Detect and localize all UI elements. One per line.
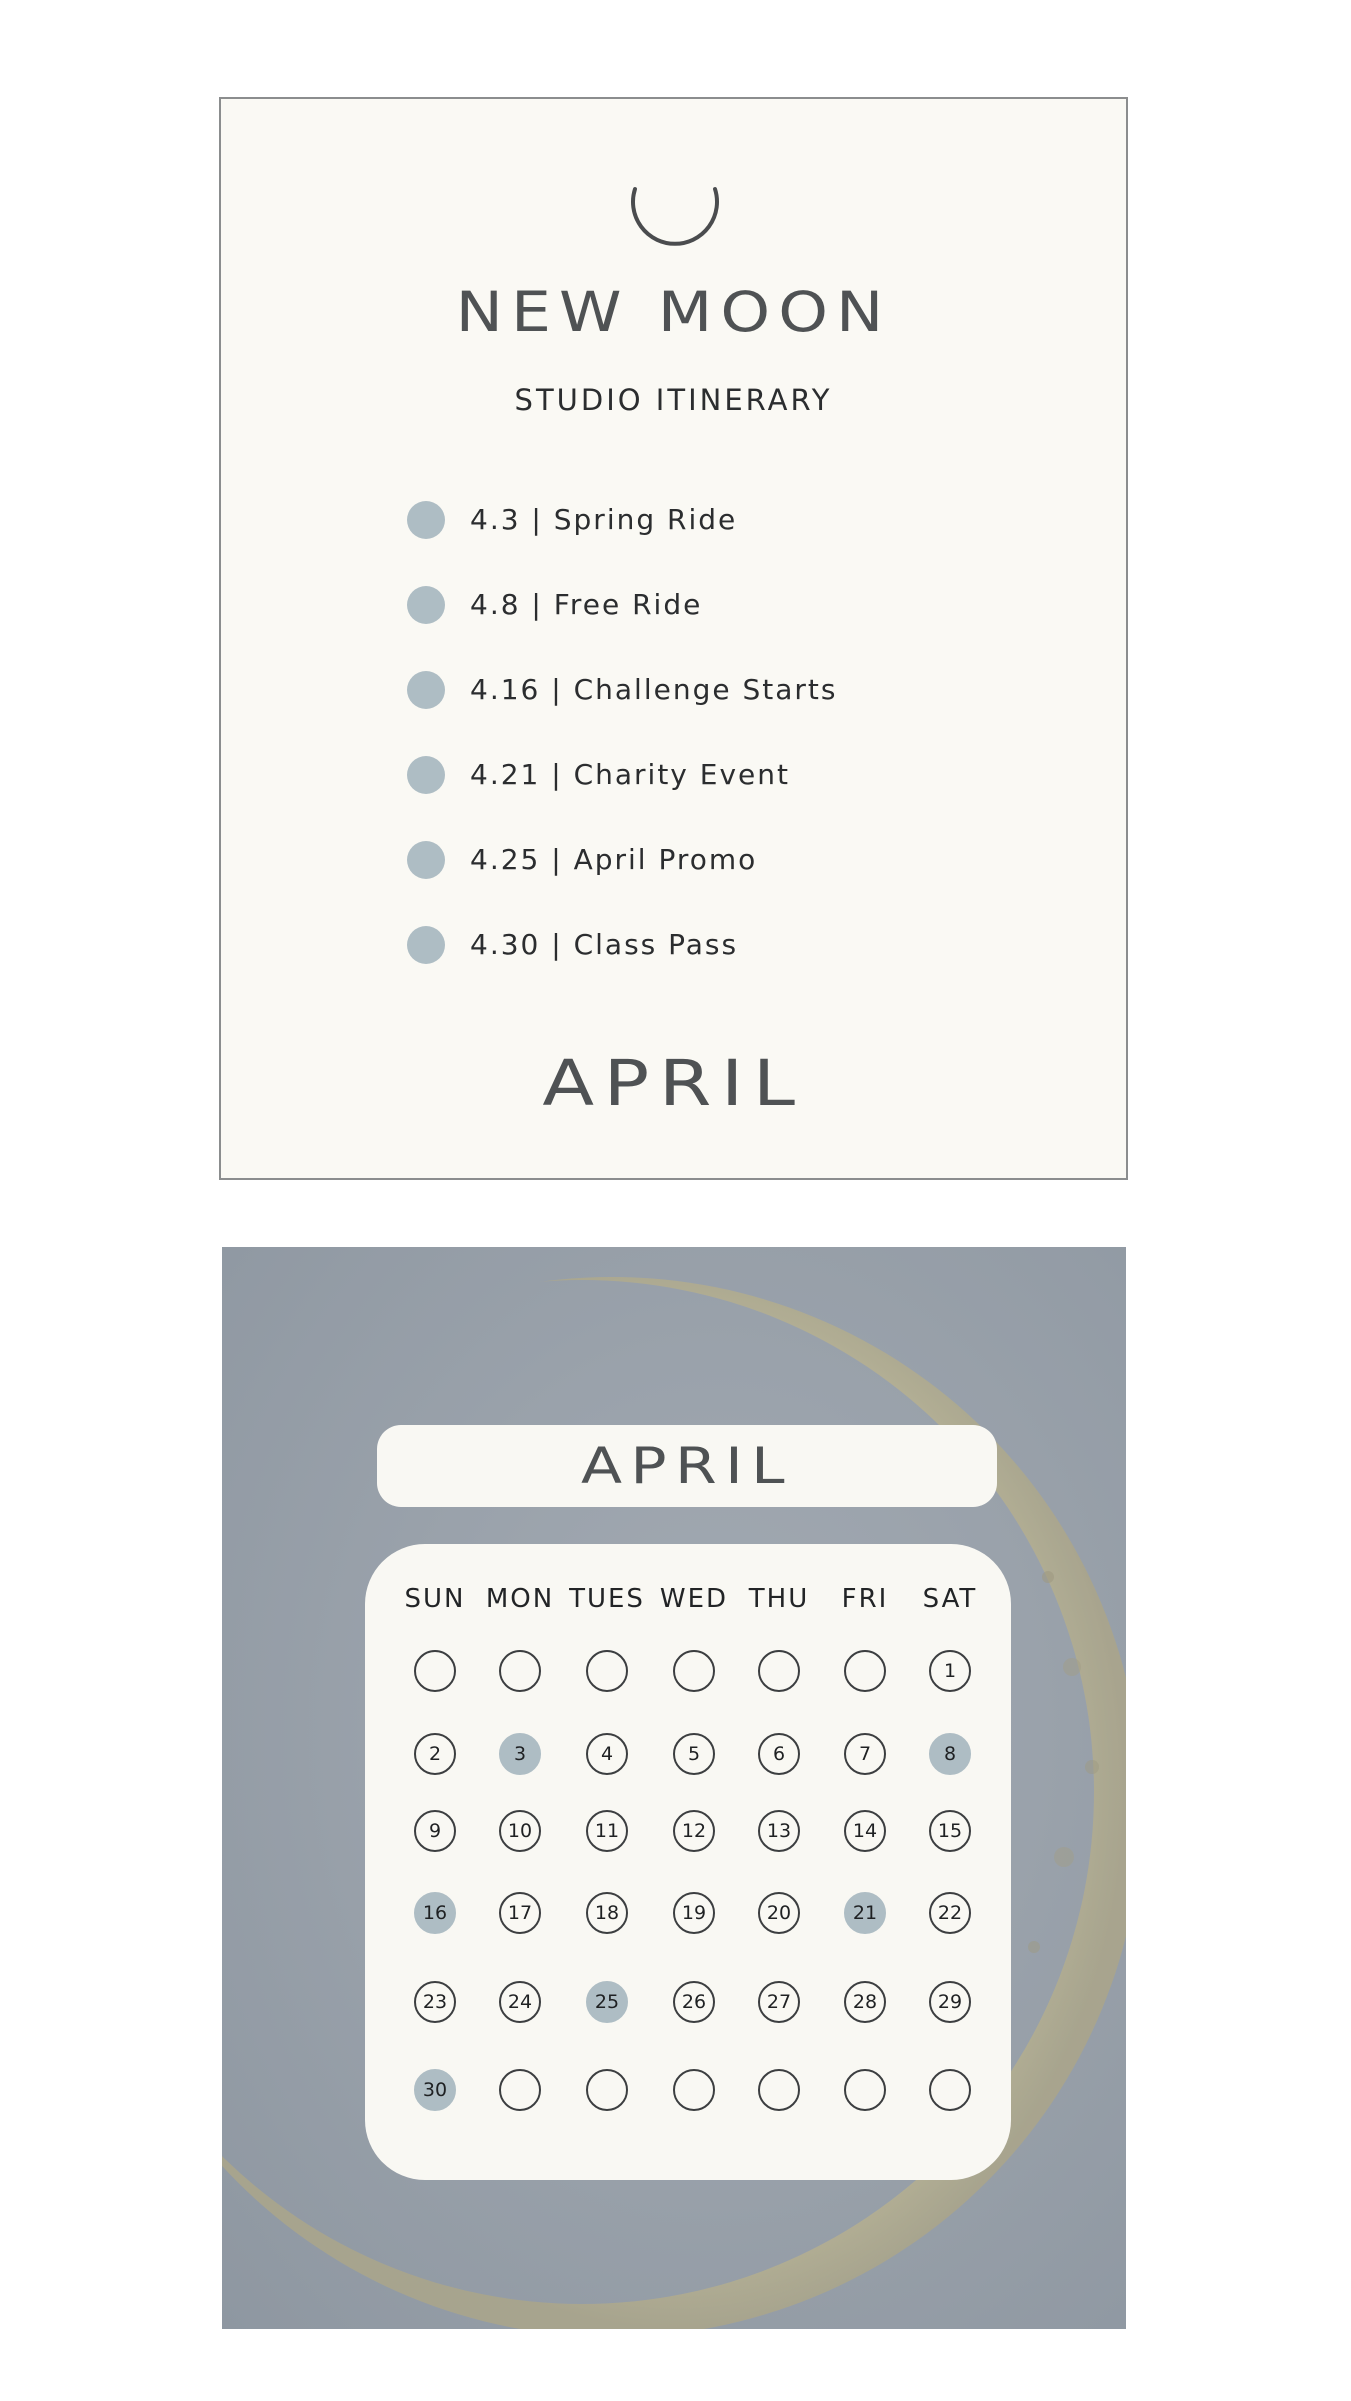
calendar-day-2: 2: [414, 1733, 456, 1775]
calendar-day-empty: [586, 2069, 628, 2111]
calendar-day-3: 3: [499, 1733, 541, 1775]
calendar-day-empty: [499, 1650, 541, 1692]
event-dot: [407, 671, 445, 709]
calendar-day-30: 30: [414, 2069, 456, 2111]
calendar-day-1: 1: [929, 1650, 971, 1692]
event-item: [407, 586, 837, 671]
calendar-day-13: 13: [758, 1810, 800, 1852]
calendar-day-6: 6: [758, 1733, 800, 1775]
event-item: [407, 756, 837, 841]
event-dot: [407, 926, 445, 964]
calendar-day-empty: [499, 2069, 541, 2111]
event-label: 4.25 | April Promo: [470, 843, 758, 876]
event-item: [407, 841, 837, 926]
calendar-day-7: 7: [844, 1733, 886, 1775]
itinerary-card: [219, 97, 1128, 1180]
calendar-day-11: 11: [586, 1810, 628, 1852]
calendar-day-empty: [758, 1650, 800, 1692]
calendar-day-empty: [673, 1650, 715, 1692]
weekday-header-fri: FRI: [841, 1584, 889, 1614]
calendar-day-empty: [586, 1650, 628, 1692]
event-item: [407, 926, 837, 1011]
event-dot: [407, 501, 445, 539]
calendar-day-empty: [844, 1650, 886, 1692]
event-label: 4.3 | Spring Ride: [470, 503, 738, 536]
calendar-day-empty: [673, 2069, 715, 2111]
calendar-day-16: 16: [414, 1892, 456, 1934]
calendar-day-8: 8: [929, 1733, 971, 1775]
event-dot: [407, 586, 445, 624]
calendar-day-12: 12: [673, 1810, 715, 1852]
calendar-day-20: 20: [758, 1892, 800, 1934]
event-item: [407, 671, 837, 756]
calendar-day-18: 18: [586, 1892, 628, 1934]
calendar-day-10: 10: [499, 1810, 541, 1852]
calendar-day-15: 15: [929, 1810, 971, 1852]
event-label: 4.8 | Free Ride: [470, 588, 703, 621]
itinerary-title: NEW MOON: [455, 280, 892, 344]
calendar-day-19: 19: [673, 1892, 715, 1934]
calendar-day-5: 5: [673, 1733, 715, 1775]
event-dot: [407, 756, 445, 794]
calendar-day-14: 14: [844, 1810, 886, 1852]
event-label: 4.30 | Class Pass: [470, 928, 739, 961]
calendar-card: [222, 1247, 1126, 2329]
calendar-day-empty: [414, 1650, 456, 1692]
crescent-moon-icon: [627, 179, 723, 275]
event-item: [407, 501, 837, 586]
weekday-header-tues: TUES: [569, 1584, 645, 1614]
calendar-day-empty: [929, 2069, 971, 2111]
weekday-header-sun: SUN: [404, 1584, 466, 1614]
weekday-header-wed: WED: [659, 1584, 729, 1614]
weekday-header-sat: SAT: [922, 1584, 978, 1614]
calendar-day-23: 23: [414, 1981, 456, 2023]
itinerary-subtitle: STUDIO ITINERARY: [514, 383, 833, 417]
calendar-day-24: 24: [499, 1981, 541, 2023]
calendar-day-4: 4: [586, 1733, 628, 1775]
calendar-day-28: 28: [844, 1981, 886, 2023]
calendar-month-title: APRIL: [580, 1437, 794, 1495]
calendar-day-25: 25: [586, 1981, 628, 2023]
event-dot: [407, 841, 445, 879]
itinerary-month: APRIL: [542, 1047, 805, 1120]
calendar-day-27: 27: [758, 1981, 800, 2023]
event-label: 4.16 | Challenge Starts: [470, 673, 838, 706]
month-banner: [377, 1425, 997, 1507]
calendar-day-9: 9: [414, 1810, 456, 1852]
calendar-day-22: 22: [929, 1892, 971, 1934]
calendar-grid: [365, 1544, 1011, 2180]
calendar-day-17: 17: [499, 1892, 541, 1934]
calendar-day-empty: [844, 2069, 886, 2111]
event-list: [407, 501, 837, 1011]
calendar-day-26: 26: [673, 1981, 715, 2023]
calendar-day-21: 21: [844, 1892, 886, 1934]
calendar-day-29: 29: [929, 1981, 971, 2023]
calendar-day-empty: [758, 2069, 800, 2111]
weekday-header-mon: MON: [485, 1584, 555, 1614]
event-label: 4.21 | Charity Event: [470, 758, 790, 791]
weekday-header-thu: THU: [748, 1584, 810, 1614]
